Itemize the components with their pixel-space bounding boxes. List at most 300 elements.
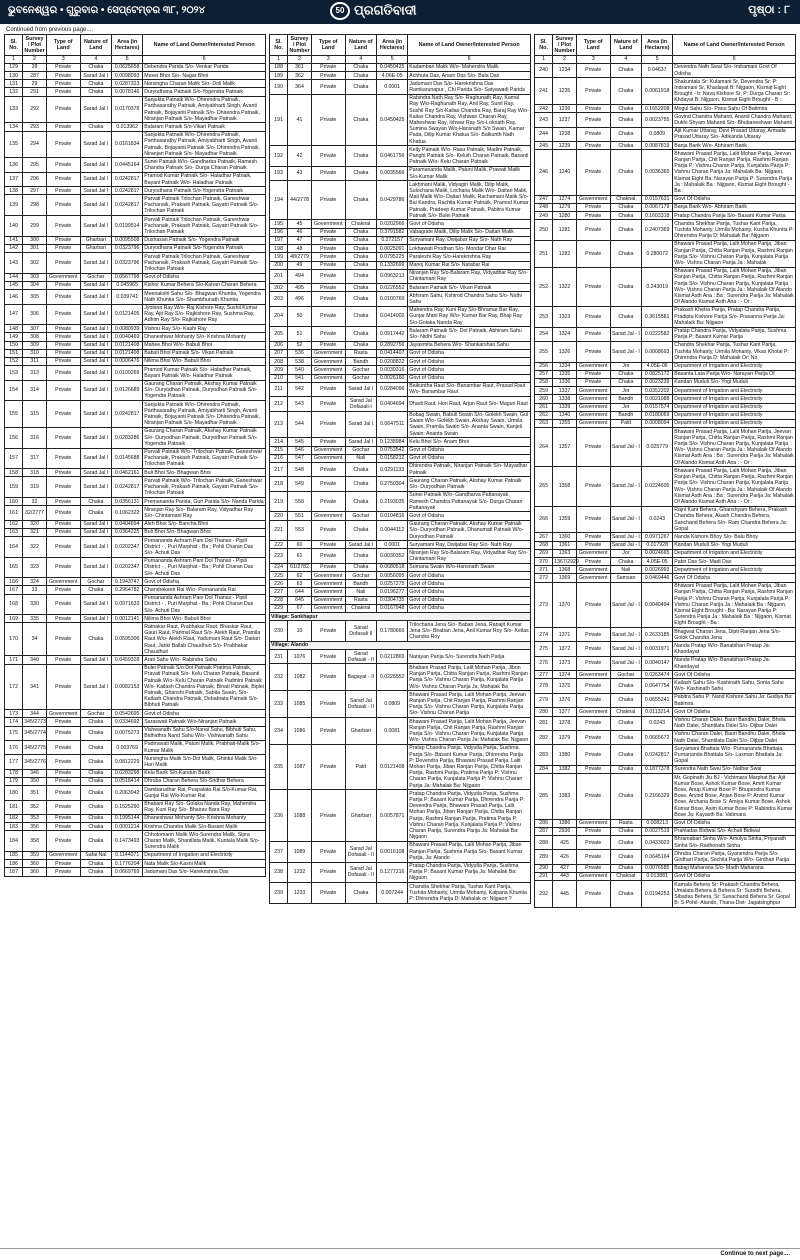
land-nature-cell: Chaka: [345, 63, 376, 71]
serial-cell: 143: [5, 253, 23, 274]
table-row: [270, 181, 531, 220]
owner-cell: Sumana Swain W/o-Hansnath Swain: [408, 563, 531, 571]
table-row: [270, 374, 531, 382]
area-cell: 0.0647754: [641, 679, 672, 693]
land-type-cell: Private: [46, 726, 80, 740]
survey-cell: 356: [23, 823, 46, 831]
serial-cell: 168: [5, 594, 23, 615]
serial-cell: 280: [535, 708, 553, 716]
owner-cell: Govt of Odisha: [408, 349, 531, 357]
survey-cell: 317: [23, 448, 46, 469]
land-nature-cell: Rasta: [345, 596, 376, 604]
survey-cell: 362: [288, 72, 311, 80]
land-type-cell: Private: [576, 327, 610, 341]
owner-cell: Govt Of Odisha: [673, 872, 796, 880]
land-type-cell: Private: [576, 212, 610, 220]
land-type-cell: Private: [46, 814, 80, 822]
land-type-cell: Private: [311, 397, 345, 411]
table-row: [270, 245, 531, 253]
land-type-cell: Private: [576, 730, 610, 744]
owner-cell: Pratap Chandra Parija, Vidyutla Parija, Sushma Parija P: Basant Kumar Parija, Dhirendra Parija P: Devendra Parija, Bhawani Prasad Parija, Lalit Mohan Parija, Jiban Ranjan Parija, Chitta Ranjan Parija, Rashmi Ranjan Parija, Pratima Parija P: Vishnu Charan Parija, Kunjalata Parija P: Vishnu Charan Parija, Surendra Parija Ja: Mahalak Ba: Nijgaon: [408, 790, 531, 842]
land-type-cell: Private: [311, 650, 345, 664]
survey-cell: 287: [23, 72, 46, 80]
land-type-cell: Private: [576, 370, 610, 378]
owner-cell: Dushasan Patnaik S/o- Yogendra Patnaik: [143, 236, 266, 244]
owner-cell: Chandra Shekhar Parija, Tushar Kant Parija, Tushita Mohanty, Urmila Mohanty, Kusha Khuntia P: Dhirendra Parija D: Mahalaik Ba: Nijgaon: [674, 220, 794, 240]
table-row: [535, 467, 796, 506]
land-type-cell: Private: [46, 615, 80, 623]
table-row: [535, 327, 796, 341]
land-nature-cell: Sarad Jal I: [80, 325, 111, 333]
table-row: [5, 557, 266, 578]
land-type-cell: Private: [311, 621, 345, 642]
village-row: [270, 641, 531, 649]
table-header-row: [270, 35, 531, 56]
area-cell: 0.0008693: [641, 341, 672, 362]
land-nature-cell: Sarad Jal I: [80, 281, 111, 289]
survey-cell: 305: [23, 290, 46, 304]
survey-cell: 299: [23, 216, 46, 237]
column-header: Type of Land: [576, 35, 610, 56]
table-row: [5, 664, 266, 709]
table-row: [5, 187, 266, 195]
survey-cell: 1076: [288, 650, 311, 664]
table-row: [535, 730, 796, 744]
table-row: [270, 512, 531, 520]
land-nature-cell: Sarad Jal I: [80, 349, 111, 357]
land-nature-cell: Sarad Jal I: [80, 187, 111, 195]
area-cell: 0.003769: [111, 740, 142, 754]
survey-cell: 309: [23, 341, 46, 349]
table-row: [5, 325, 266, 333]
owner-cell: Parvati Patnaik Trilochan Patnaik, Ganeshwar Pachanaik, Prakash Patnaik, Gayatri Patnaik S/o- Trilochan Patnaik: [143, 195, 266, 216]
survey-cell: 1386: [553, 819, 576, 827]
table-row: [5, 814, 266, 822]
serial-cell: 220: [270, 512, 288, 520]
serial-cell: 193: [270, 166, 288, 180]
area-cell: 0.0461756: [376, 146, 407, 167]
owner-cell: Kelu Bhoi S/o- Anam Bhoi: [408, 438, 531, 446]
owner-cell: Suryamani Ray, Dwijabar Ray S/o- Nath Ray: [408, 236, 531, 244]
area-cell: 0.0098093: [111, 72, 142, 80]
serial-cell: 133: [5, 96, 23, 123]
owner-cell: Kelly Patnaik W/o- Rasu Patnaik, Madini Patnaik, Panghi Patnaik S/o- Keluih Charan Patnaik, Basanti Patnaik W/o- Kelu Charan Patnaik: [408, 146, 531, 167]
table-row: [5, 769, 266, 777]
land-type-cell: Private: [46, 401, 80, 428]
serial-cell: 192: [270, 146, 288, 167]
survey-cell: 324: [23, 578, 46, 586]
table-row: [270, 744, 531, 789]
area-cell: 0.0459328: [111, 656, 142, 664]
land-nature-cell: Sarad Jal Dofasali - II: [345, 691, 376, 718]
area-cell: 0.0242817: [111, 401, 142, 428]
owner-cell: Vishwanath Sahu S/o-Nanai Sahu, Bibhuti Sahu, Bidhidhra Nand Sahu W/o- Vishwanath Sahu: [143, 726, 266, 740]
serial-cell: 206: [270, 341, 288, 349]
land-type-cell: Private: [311, 292, 345, 306]
area-cell: 0.0044112: [376, 520, 407, 541]
area-cell: 0.0145688: [111, 448, 142, 469]
serial-cell: 167: [5, 586, 23, 594]
survey-cell: 443: [553, 872, 576, 880]
area-cell: 0.0283286: [111, 427, 142, 448]
serial-cell: 265: [535, 467, 553, 506]
survey-cell: 1359: [553, 506, 576, 533]
owner-cell: Rajni Kant Behera, Ghanshyam Behera, Prakash Chandra Behera, Akash Chandra Behera, Sanchand Behera S/o- Ram Chandra Behera Ja: Gopal: [673, 506, 796, 533]
owner-cell: Bhawani Prasad Parija, Lalit Mohan Parija, Jiban Ranjan Parija, Sushma Parija S/o- Basant Kumar Parija, Ja: Alando: [408, 841, 531, 862]
serial-cell: 156: [5, 427, 23, 448]
serial-cell: 170: [5, 623, 23, 656]
table-row: [5, 520, 266, 528]
survey-cell: 319: [23, 477, 46, 498]
area-cell: 0.0647511: [376, 411, 407, 438]
table-row: [270, 572, 531, 580]
survey-cell: 1233: [288, 883, 311, 904]
land-type-cell: Private: [46, 800, 80, 814]
area-cell: 0.1603318: [641, 212, 672, 220]
owner-cell: Jadumani Das S/o- Harekrishna Das: [143, 868, 266, 876]
survey-cell: 304: [23, 281, 46, 289]
serial-cell: 139: [5, 195, 23, 216]
survey-cell: 1234: [553, 63, 576, 77]
owner-cell: Manoj Kumar Rai S/o- Natabar Rai: [408, 261, 531, 269]
owner-cell: Saraswati Patnaik W/o-Niranjan Patnaik: [143, 718, 266, 726]
area-cell: 0.0001: [376, 541, 407, 549]
serial-cell: 228: [270, 596, 288, 604]
land-type-cell: Private: [46, 172, 80, 186]
table-row: [270, 94, 531, 146]
area-cell: 0.0001214: [111, 823, 142, 831]
owner-cell: Vishnu Charan Dalei, Bauri Bandhu Dalei, Bhola Nath Dalei, Shantilata Dalei S/o- Dijbar Dalei: [673, 716, 796, 730]
table-row: [270, 72, 531, 80]
column-number: 5: [641, 55, 672, 63]
serial-cell: 275: [535, 642, 553, 656]
serial-cell: 226: [270, 580, 288, 588]
serial-cell: 240: [535, 63, 553, 77]
village-row: [270, 613, 531, 621]
column-header: Name of Land Owner/Interested Person: [143, 35, 266, 56]
land-type-cell: Private: [46, 586, 80, 594]
table-row: [535, 212, 796, 220]
land-nature-cell: Chaka: [610, 105, 641, 113]
survey-cell: 2936: [553, 827, 576, 835]
area-cell: 0.0242817: [111, 172, 142, 186]
survey-cell: 61: [288, 549, 311, 563]
land-nature-cell: Chaka: [80, 506, 111, 520]
land-type-cell: Government: [576, 195, 610, 203]
table-row: [5, 380, 266, 401]
land-nature-cell: Sarad Jal I: [80, 528, 111, 536]
table-row: [5, 63, 266, 71]
survey-cell: 1336: [553, 378, 576, 386]
land-type-cell: Private: [46, 656, 80, 664]
column-number: 6: [673, 55, 796, 63]
serial-cell: 281: [535, 716, 553, 730]
table-row: [270, 366, 531, 374]
area-cell: 0.0304735: [376, 596, 407, 604]
village-name: Village: Sankhapur: [270, 613, 531, 621]
serial-cell: 237: [270, 841, 288, 862]
owner-cell: Govt of Odisha: [143, 578, 266, 586]
area-cell: 0.0161834: [111, 131, 142, 158]
owner-cell: Pramod Kumar Patnaik S/o- Haladhar Patnaik, Bayani Patnaik W/o- Haladhar Patnaik: [143, 172, 266, 186]
area-cell: 0.0121405: [111, 304, 142, 325]
area-cell: 0.0212869: [376, 650, 407, 664]
table-row: [535, 671, 796, 679]
serial-cell: 212: [270, 397, 288, 411]
land-type-cell: Private: [576, 679, 610, 693]
owner-cell: Prahladas Bidiwal S/o- Achuti Bidiwal: [673, 827, 796, 835]
table-row: [270, 397, 531, 411]
survey-cell: 1368: [553, 566, 576, 574]
column-number: 6: [408, 55, 531, 63]
land-nature-cell: Sarad Jal I: [80, 427, 111, 448]
land-type-cell: Private: [576, 306, 610, 327]
table-row: [5, 172, 266, 186]
survey-cell: 1281: [553, 220, 576, 241]
survey-cell: 10: [288, 621, 311, 642]
owner-cell: Baikuntha Raut S/o- Banambar Raut, Prasad Raut W/o- Banambar Raut: [408, 382, 531, 396]
column-header: Name of Land Owner/Interested Person: [673, 35, 796, 56]
serial-cell: 279: [535, 693, 553, 707]
area-cell: 0.280072: [641, 240, 672, 267]
land-type-cell: Private: [46, 427, 80, 448]
table-row: [5, 349, 266, 357]
land-type-cell: Government: [311, 454, 345, 462]
land-nature-cell: Chaka: [80, 800, 111, 814]
land-nature-cell: Sarad Jal I: [80, 304, 111, 325]
serial-cell: 249: [535, 212, 553, 220]
table-row: [5, 448, 266, 469]
area-cell: 0.0167948: [376, 604, 407, 612]
serial-cell: 155: [5, 401, 23, 428]
owner-cell: Mahee Bhoi W/o- Babuli Bhoi: [143, 341, 266, 349]
survey-cell: 1339: [553, 403, 576, 411]
owner-cell: Bhagwat Charan Jena, Dipti Ranjan Jena S/o- Golok Chandra Jena: [673, 628, 796, 642]
survey-cell: 46: [288, 228, 311, 236]
land-nature-cell: Sarad Jal I: [80, 520, 111, 528]
survey-cell: 1383: [553, 774, 576, 819]
table-row: [270, 454, 531, 462]
table-row: [535, 341, 796, 362]
land-type-cell: Private: [311, 841, 345, 862]
area-cell: 0.045965: [111, 281, 142, 289]
table-row: [270, 80, 531, 94]
land-type-cell: Private: [576, 378, 610, 386]
serial-cell: 244: [535, 127, 553, 141]
owner-cell: Surendra Nath Swai S/o- Natbar Swai: [673, 765, 796, 773]
land-type-cell: Private: [576, 864, 610, 872]
table-row: [535, 864, 796, 872]
serial-cell: 205: [270, 327, 288, 341]
land-nature-cell: Chaka: [610, 370, 641, 378]
table-row: [535, 819, 796, 827]
land-type-cell: Government: [46, 710, 80, 718]
survey-cell: 291: [23, 88, 46, 96]
land-type-cell: Government: [311, 596, 345, 604]
land-type-cell: Private: [311, 549, 345, 563]
table-row: [270, 563, 531, 571]
land-type-cell: Private: [576, 150, 610, 195]
owner-cell: Nilima Bhoi W/o- Babuli Bhoi: [143, 615, 266, 623]
area-cell: 0.0027519: [641, 827, 672, 835]
owner-cell: Ajit Kumar Uttaray, Devi Prasad Uttaray, Armada Prasad Uttaray S/o- Adikanda Uttaray: [673, 127, 796, 141]
land-type-cell: Private: [46, 528, 80, 536]
land-nature-cell: Chaka: [610, 679, 641, 693]
owner-cell: Bhawani Prasad Parija, Lalit Mohan Parija, Jiban Ranjan Parija, Chitta Ranjan Parija, Rashmi Ranjan Parija S/o- Vishnu Charan Parija, Kunjalata Parija W/o- Vishnu Charan Parija Ja : Mahalak: [673, 240, 796, 267]
serial-cell: 243: [535, 113, 553, 127]
area-cell: 0.0087819: [641, 142, 672, 150]
survey-cell: 62: [288, 572, 311, 580]
land-nature-cell: Nali: [610, 566, 641, 574]
serial-cell: 248: [535, 203, 553, 211]
survey-cell: 553: [288, 520, 311, 541]
survey-cell: 644: [288, 588, 311, 596]
survey-cell: 547: [288, 454, 311, 462]
area-cell: 0.2193035: [376, 491, 407, 512]
table-row: [270, 541, 531, 549]
area-cell: 0.0208822: [376, 358, 407, 366]
page-number: ପୃଷ୍ଠା : ୮: [748, 4, 790, 16]
survey-cell: 310: [23, 349, 46, 357]
area-cell: 0.1776204: [111, 860, 142, 868]
owner-cell: Narsingha Charan Malik S/o- Doli Malik: [143, 80, 266, 88]
table-row: [270, 520, 531, 541]
serial-cell: 221: [270, 520, 288, 541]
survey-cell: 301: [23, 244, 46, 252]
owner-cell: Department of Irrigation and Electricity: [143, 851, 266, 859]
serial-cell: 160: [5, 498, 23, 506]
survey-cell: 51: [288, 327, 311, 341]
owner-cell: Kadambari Malik W/o- Mahendra Malik: [408, 63, 531, 71]
table-row: [5, 615, 266, 623]
area-cell: 0.0036365: [641, 150, 672, 195]
table-row: [535, 240, 796, 267]
land-nature-cell: Sarad Jal - I: [610, 656, 641, 670]
table-row: [270, 691, 531, 718]
land-type-cell: Private: [46, 740, 80, 754]
owner-cell: Vishnu Charan Dalei, Bauri Bandhu Dalei, Bhola Nath Dalei, Shantilata Dalei S/o- Dijbar Dalei: [673, 730, 796, 744]
serial-cell: 231: [270, 650, 288, 664]
survey-cell: 1367/2929: [554, 558, 579, 565]
area-cell: 0.0026160: [376, 374, 407, 382]
land-type-cell: Private: [311, 462, 345, 476]
land-type-cell: Private: [311, 477, 345, 491]
serial-cell: 246: [535, 150, 553, 195]
owner-cell: Pratap Chandra Parija, Vidyutla Parija, Sushma Parija P: Basant Kumar Parija Ja: Mahalak Ba: Nijgaon: [408, 862, 531, 883]
survey-cell: 60: [288, 541, 311, 549]
table-row: [5, 333, 266, 341]
table-row: [270, 269, 531, 283]
owner-cell: Abhiram Sahu, Kshirod Chandra Sahu S/o- Nidhi Sahu: [408, 292, 531, 306]
survey-cell: 1323: [553, 306, 576, 327]
table-row: [535, 566, 796, 574]
area-cell: 4.05E-06: [641, 362, 672, 370]
table-row: [5, 123, 266, 131]
land-nature-cell: Patit: [345, 744, 376, 789]
survey-cell: 314: [23, 380, 46, 401]
land-nature-cell: Chaka: [610, 240, 641, 267]
table-row: [535, 506, 796, 533]
table-row: [535, 63, 796, 77]
land-type-cell: Private: [46, 769, 80, 777]
land-table: [534, 34, 796, 908]
table-row: [270, 604, 531, 612]
table-row: [5, 357, 266, 365]
serial-cell: 153: [5, 366, 23, 380]
owner-cell: Ratnakar Raut, Prabhakar Raut, Bhaskar Raut, Gauri Raut, Parimal Raut S/o- Alekh Raut, Pramila Raut W/o- Alekh Raut, Yadumani Raut S/o- Daitari Raut, Janki Ballab Chaudhuri S/o- Prabhakar Chaudhuri: [143, 623, 266, 656]
land-nature-cell: Chaka: [610, 693, 641, 707]
land-type-cell: Government: [311, 349, 345, 357]
land-nature-cell: Gochar: [80, 710, 111, 718]
area-cell: 0.0040469: [111, 333, 142, 341]
land-nature-cell: Sarad Jal I: [80, 253, 111, 274]
land-type-cell: Private: [576, 541, 610, 549]
owner-cell: Pabitra Sahu P: Nand Kishore Sahu Ja: Gudiya Ba: Batimira: [673, 693, 796, 707]
land-nature-cell: Chaka: [80, 860, 111, 868]
land-nature-cell: Sarad Jal - I: [610, 506, 641, 533]
area-cell: 0.0334692: [111, 718, 142, 726]
land-type-cell: Private: [576, 827, 610, 835]
serial-cell: 175: [5, 726, 23, 740]
serial-cell: 218: [270, 477, 288, 491]
land-nature-cell: Chaka: [345, 327, 376, 341]
land-type-cell: Private: [311, 269, 345, 283]
area-cell: 0.0291133: [376, 462, 407, 476]
area-cell: 0.039741: [111, 290, 142, 304]
area-cell: 0.0202347: [111, 557, 142, 578]
serial-cell: 172: [5, 664, 23, 709]
table-row: [5, 586, 266, 594]
land-nature-cell: Chaka: [345, 306, 376, 327]
serial-cell: 270: [535, 558, 553, 566]
survey-cell: 42: [288, 146, 311, 167]
column-header: Name of Land Owner/Interested Person: [408, 35, 531, 56]
serial-cell: 177: [5, 755, 23, 769]
land-type-cell: Government: [576, 362, 610, 370]
survey-cell: 345/2776: [23, 755, 46, 769]
table-row: [5, 80, 266, 88]
area-cell: 0.0680518: [376, 563, 407, 571]
table-row: [535, 656, 796, 670]
land-nature-cell: Gochar: [80, 273, 111, 281]
table-row: [5, 477, 266, 498]
survey-cell: 1371: [553, 628, 576, 642]
owner-cell: Prakash Khetra Parija, Pratap Chandra Parija, Pradipta Kishore Parija S/o- Prasanna Parija Ja: Mahalaik Ba: Nijgaon: [673, 306, 796, 327]
land-nature-cell: Chaka: [80, 814, 111, 822]
area-cell: 0.0414407: [376, 349, 407, 357]
survey-cell: 1282: [553, 240, 576, 267]
area-cell: 0.0076585: [641, 864, 672, 872]
survey-cell: 1085: [288, 691, 311, 718]
survey-cell: 306: [23, 304, 46, 325]
area-cell: 0.1332699: [376, 261, 407, 269]
area-cell: 0.0031971: [641, 642, 672, 656]
serial-cell: 161: [5, 506, 23, 520]
owner-cell: Sanjukta Patnaik W/o- Dhirendra Patnaik, Parthasarathy Patnaik, Amiyabharti Singh, Avanti Patnaik, Bojayanti Patnaik S/o- Dhirendra Patnaik, Niranjan Patnaik S/o- Mayadhar Patnaik: [143, 96, 266, 123]
column-header: Sl. No.: [270, 35, 288, 56]
owner-cell: Balaram Patnaik S/o- Vikari Patnaik: [408, 284, 531, 292]
land-type-cell: Private: [576, 240, 610, 267]
serial-cell: 289: [535, 850, 553, 864]
land-type-cell: Private: [576, 716, 610, 730]
land-nature-cell: Chaka: [610, 378, 641, 386]
serial-cell: 255: [535, 341, 553, 362]
newspaper-title: ପ୍ରଗତିବାଦୀ: [354, 2, 417, 18]
land-nature-cell: Sarad Jal I: [80, 557, 111, 578]
area-cell: 0.0356131: [111, 498, 142, 506]
column-header: Sl. No.: [535, 35, 553, 56]
serial-cell: 173: [5, 710, 23, 718]
